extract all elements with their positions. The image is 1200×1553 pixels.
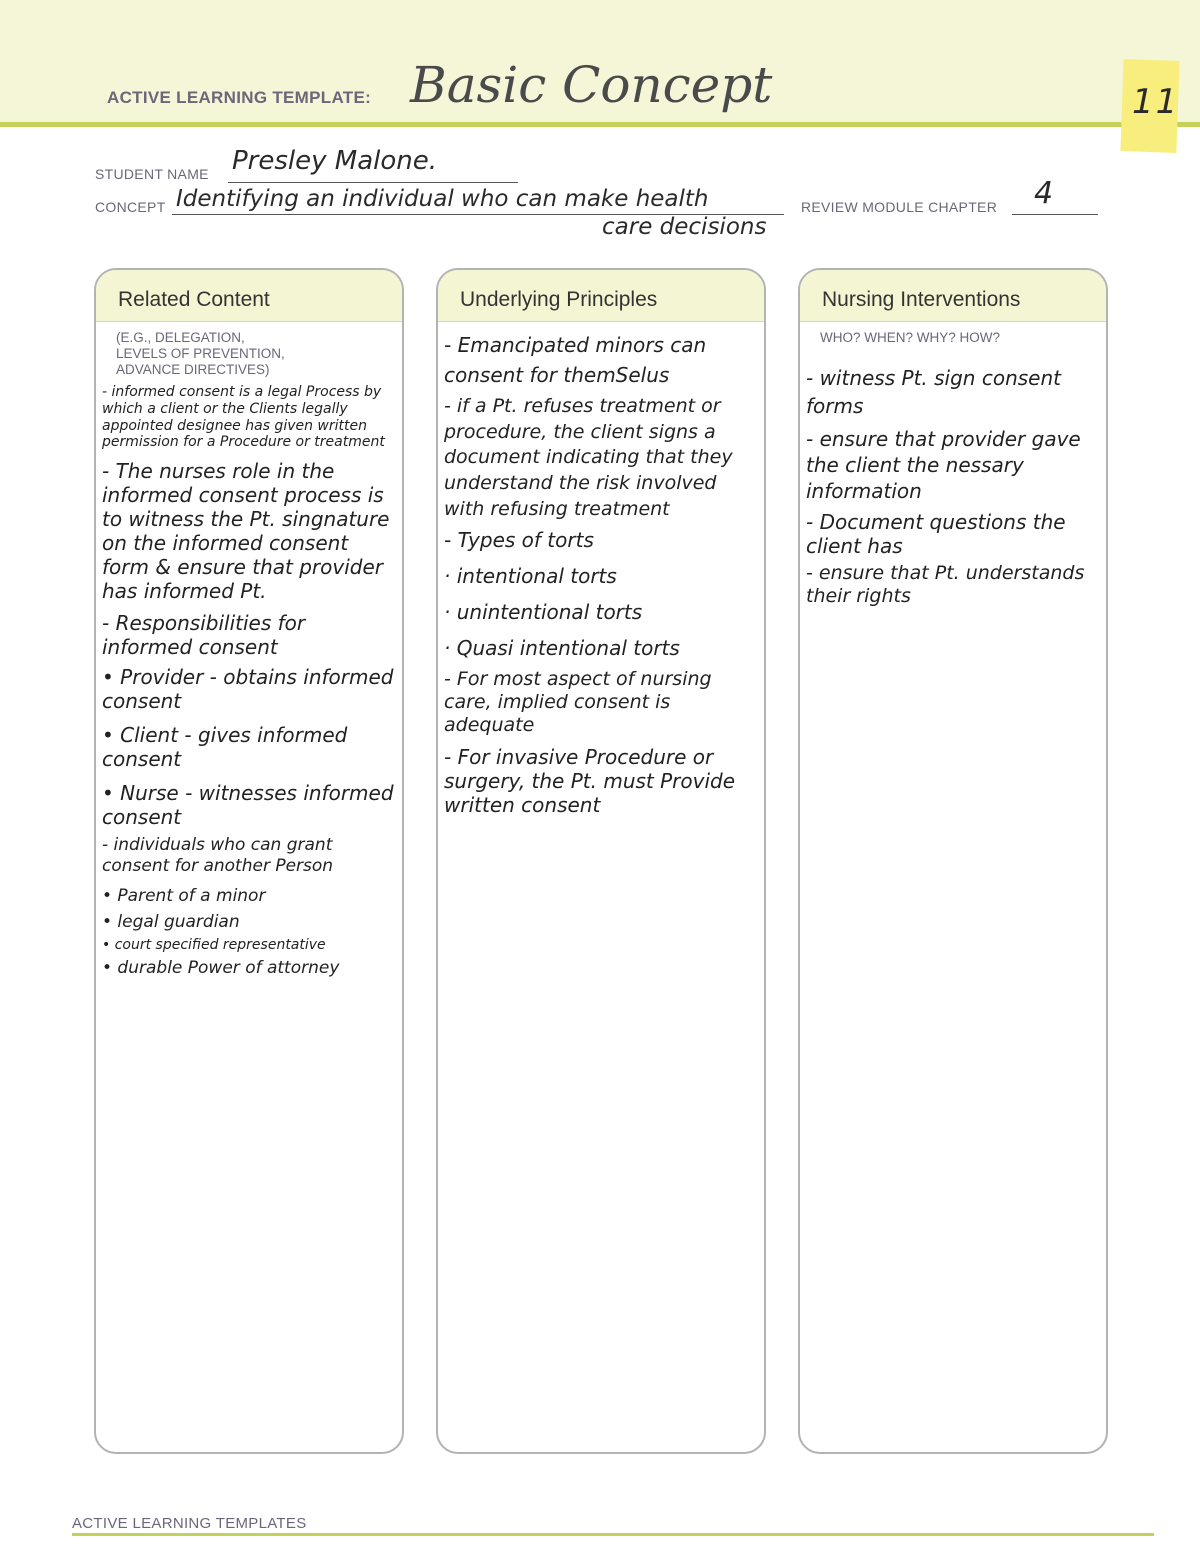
note-item: - Document questions the client has [806,510,1066,558]
template-label: ACTIVE LEARNING TEMPLATE: [107,88,372,107]
note-item: • Provider - obtains informed consent [102,665,394,714]
nursing-interventions-subtitle [820,330,1106,346]
note-item: • Client - gives informed consent [102,723,348,772]
nursing-interventions-title: Nursing Interventions [822,288,1021,311]
review-chapter-value[interactable]: 4 [1034,176,1054,211]
footer-rule [72,1533,1154,1536]
note-item: - Emancipated minors can consent for themSelus [444,333,707,387]
note-item: - individuals who can grant consent for another Person [102,835,334,876]
concept-value-line1[interactable]: Identifying an individual who can make health [176,186,709,212]
nursing-interventions-panel [798,268,1108,1454]
nursing-interventions-notes [800,346,1106,608]
related-content-title: Related Content [118,288,270,311]
header-rule [0,122,1200,127]
note-item: • durable Power of attorney [102,957,340,978]
note-item: - ensure that Pt. understands their rights [806,562,1085,607]
template-title: Basic Concept [410,56,773,114]
note-item: · intentional torts [444,564,617,589]
underlying-principles-header [438,270,764,322]
subtitle-line: (E.G., DELEGATION, [116,330,245,345]
related-content-subtitle [116,330,402,378]
subtitle-line: LEVELS OF PREVENTION, [116,346,285,361]
note-item: - Responsibilities for informed consent [102,611,306,660]
underlying-principles-title: Underlying Principles [460,288,658,311]
concept-value-line2[interactable]: care decisions [602,214,767,240]
note-item: • Nurse - witnesses informed consent [102,781,394,830]
review-chapter-line [1012,214,1098,215]
subtitle-line: ADVANCE DIRECTIVES) [116,362,270,377]
student-name-line [228,182,518,183]
note-item: - witness Pt. sign consent forms [806,366,1061,418]
note-item: - if a Pt. refuses treatment or procedure, the client signs a document indicating that they understand the risk involved with refusing treatment [444,395,733,520]
student-name-label: STUDENT NAME [95,166,209,182]
note-item: - informed consent is a legal Process by which a client or the Clients legally appointed designee has given written permission for a Procedure or treatment [102,384,385,451]
note-item: - For most aspect of nursing care, implied consent is adequate [444,668,712,736]
note-item: · Quasi intentional torts [444,636,680,661]
related-content-header [96,270,402,322]
sticky-note-text: 11 [1132,82,1180,122]
student-name-value[interactable]: Presley Malone. [232,146,438,176]
note-item: - For invasive Procedure or surgery, the Pt. must Provide written consent [444,744,736,817]
note-item: • court specified representative [102,936,326,953]
review-chapter-label: REVIEW MODULE CHAPTER [801,199,998,215]
note-item: - ensure that provider gave the client the nessary information [806,427,1081,503]
underlying-principles-notes [438,322,764,817]
concept-label: CONCEPT [95,199,166,215]
underlying-principles-panel [436,268,766,1454]
note-item: - The nurses role in the informed consent process is to witness the Pt. singnature on the informed consent form & ensure that provider has informed Pt. [102,459,390,604]
note-item: • legal guardian [102,912,240,933]
note-item: · unintentional torts [444,600,643,625]
note-item: - Types of torts [444,528,594,553]
nursing-interventions-header [800,270,1106,322]
footer-text: ACTIVE LEARNING TEMPLATES [72,1515,307,1532]
related-content-notes [96,378,402,978]
subtitle-line: WHO? WHEN? WHY? HOW? [820,330,1001,345]
related-content-panel [94,268,404,1454]
note-item: • Parent of a minor [102,885,266,906]
